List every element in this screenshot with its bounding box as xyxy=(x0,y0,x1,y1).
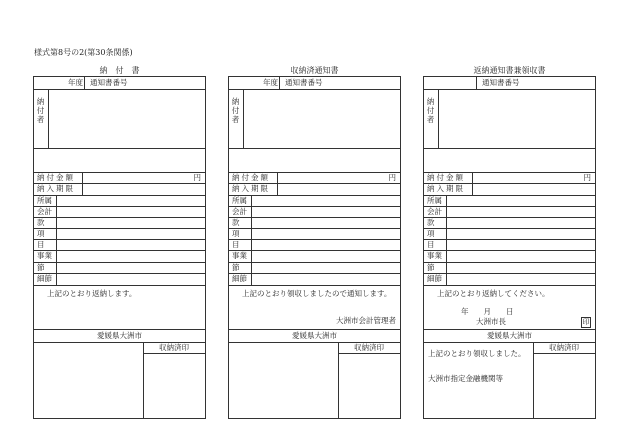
rule xyxy=(48,89,49,148)
payer-label: 納 付 者 xyxy=(36,97,45,124)
issuer: 愛媛県大洲市 xyxy=(97,331,142,340)
rule xyxy=(424,217,595,218)
amount-unit: 円 xyxy=(583,173,591,182)
form-box xyxy=(228,76,401,419)
rule xyxy=(34,89,205,90)
rule xyxy=(34,273,205,274)
header-number: 通知書番号 xyxy=(90,78,128,87)
rule xyxy=(34,239,205,240)
category-label: 細節 xyxy=(427,274,442,283)
deadline-label: 納入期限 xyxy=(232,184,270,193)
category-label: 目 xyxy=(427,240,435,249)
category-label: 所属 xyxy=(37,196,52,205)
rule xyxy=(82,172,83,195)
rule xyxy=(34,195,205,196)
rule xyxy=(84,77,85,89)
form-2 xyxy=(228,66,401,419)
seal-mark: 印 xyxy=(582,318,590,326)
category-label: 項 xyxy=(232,229,240,238)
rule xyxy=(243,89,244,148)
payer-label: 納 付 者 xyxy=(426,97,435,124)
category-label: 事業 xyxy=(37,251,52,260)
signer: 大洲市会計管理者 xyxy=(336,316,396,325)
category-label: 目 xyxy=(232,240,240,249)
rule xyxy=(438,89,439,148)
category-label: 事業 xyxy=(427,251,442,260)
rule xyxy=(446,195,447,285)
rule xyxy=(424,273,595,274)
form-caption: 様式第8号の2(第30条関係) xyxy=(34,48,133,57)
rule xyxy=(424,148,595,149)
payer-label: 納 付 者 xyxy=(231,97,240,124)
rule xyxy=(229,285,400,286)
rule xyxy=(143,353,205,354)
amount-unit: 円 xyxy=(388,173,396,182)
rule xyxy=(424,239,595,240)
form-title: 収納済通知書 xyxy=(290,66,339,75)
category-label: 款 xyxy=(37,218,45,227)
category-label: 節 xyxy=(37,263,45,272)
amount-label: 納付金額 xyxy=(427,173,465,182)
form-box xyxy=(33,76,206,419)
category-label: 会計 xyxy=(232,207,247,216)
bank-label: 大洲市指定金融機関等 xyxy=(428,374,503,383)
rule xyxy=(229,206,400,207)
rule xyxy=(229,195,400,196)
rule xyxy=(229,273,400,274)
rule xyxy=(229,89,400,90)
issuer: 愛媛県大洲市 xyxy=(292,331,337,340)
deadline-label: 納入期限 xyxy=(427,184,465,193)
rule xyxy=(277,172,278,195)
category-label: 節 xyxy=(427,263,435,272)
category-label: 細節 xyxy=(37,274,52,283)
rule xyxy=(34,250,205,251)
rule xyxy=(34,285,205,286)
category-label: 款 xyxy=(427,218,435,227)
message: 上記のとおり領収しましたので通知します。 xyxy=(242,289,392,298)
rule xyxy=(424,195,595,196)
form-title: 納 付 書 xyxy=(99,66,140,75)
signer: 大洲市長 xyxy=(476,317,506,326)
rule xyxy=(424,262,595,263)
category-label: 会計 xyxy=(37,207,52,216)
category-label: 会計 xyxy=(427,207,442,216)
category-label: 所属 xyxy=(427,196,442,205)
deadline-label: 納入期限 xyxy=(37,184,75,193)
issuer: 愛媛県大洲市 xyxy=(487,331,532,340)
rule xyxy=(34,262,205,263)
rule xyxy=(229,250,400,251)
amount-label: 納付金額 xyxy=(232,173,270,182)
category-label: 節 xyxy=(232,263,240,272)
rule xyxy=(229,262,400,263)
form-title: 返納通知書兼領収書 xyxy=(473,66,546,75)
message: 上記のとおり返納します。 xyxy=(47,289,137,298)
category-label: 所属 xyxy=(232,196,247,205)
header-number: 通知書番号 xyxy=(482,78,520,87)
rule xyxy=(424,89,595,90)
form-box xyxy=(423,76,596,419)
rule xyxy=(476,77,477,89)
rule xyxy=(424,228,595,229)
rule xyxy=(34,217,205,218)
rule xyxy=(533,353,595,354)
category-label: 事業 xyxy=(232,251,247,260)
rule xyxy=(229,239,400,240)
form-1 xyxy=(33,66,206,419)
rule xyxy=(34,206,205,207)
rule xyxy=(34,148,205,149)
rule xyxy=(424,285,595,286)
header-year: 年度 xyxy=(68,78,83,87)
category-label: 項 xyxy=(427,229,435,238)
rule xyxy=(229,148,400,149)
rule xyxy=(279,77,280,89)
rule xyxy=(424,250,595,251)
category-label: 項 xyxy=(37,229,45,238)
header-year: 年度 xyxy=(263,78,278,87)
stamp-label: 収納済印 xyxy=(549,343,579,352)
header-number: 通知書番号 xyxy=(285,78,323,87)
category-label: 款 xyxy=(232,218,240,227)
form-3 xyxy=(423,66,596,419)
stamp-label: 収納済印 xyxy=(354,343,384,352)
category-label: 目 xyxy=(37,240,45,249)
rule xyxy=(229,217,400,218)
rule xyxy=(472,172,473,195)
stamp-label: 収納済印 xyxy=(159,343,189,352)
date-line: 年 月 日 xyxy=(461,307,514,316)
amount-unit: 円 xyxy=(193,173,201,182)
rule xyxy=(56,195,57,285)
rule xyxy=(229,228,400,229)
rule xyxy=(34,228,205,229)
rule xyxy=(251,195,252,285)
message: 上記のとおり返納してください。 xyxy=(437,289,550,298)
received-message: 上記のとおり領収しました。 xyxy=(428,349,526,358)
rule xyxy=(338,353,400,354)
amount-label: 納付金額 xyxy=(37,173,75,182)
rule xyxy=(424,206,595,207)
category-label: 細節 xyxy=(232,274,247,283)
